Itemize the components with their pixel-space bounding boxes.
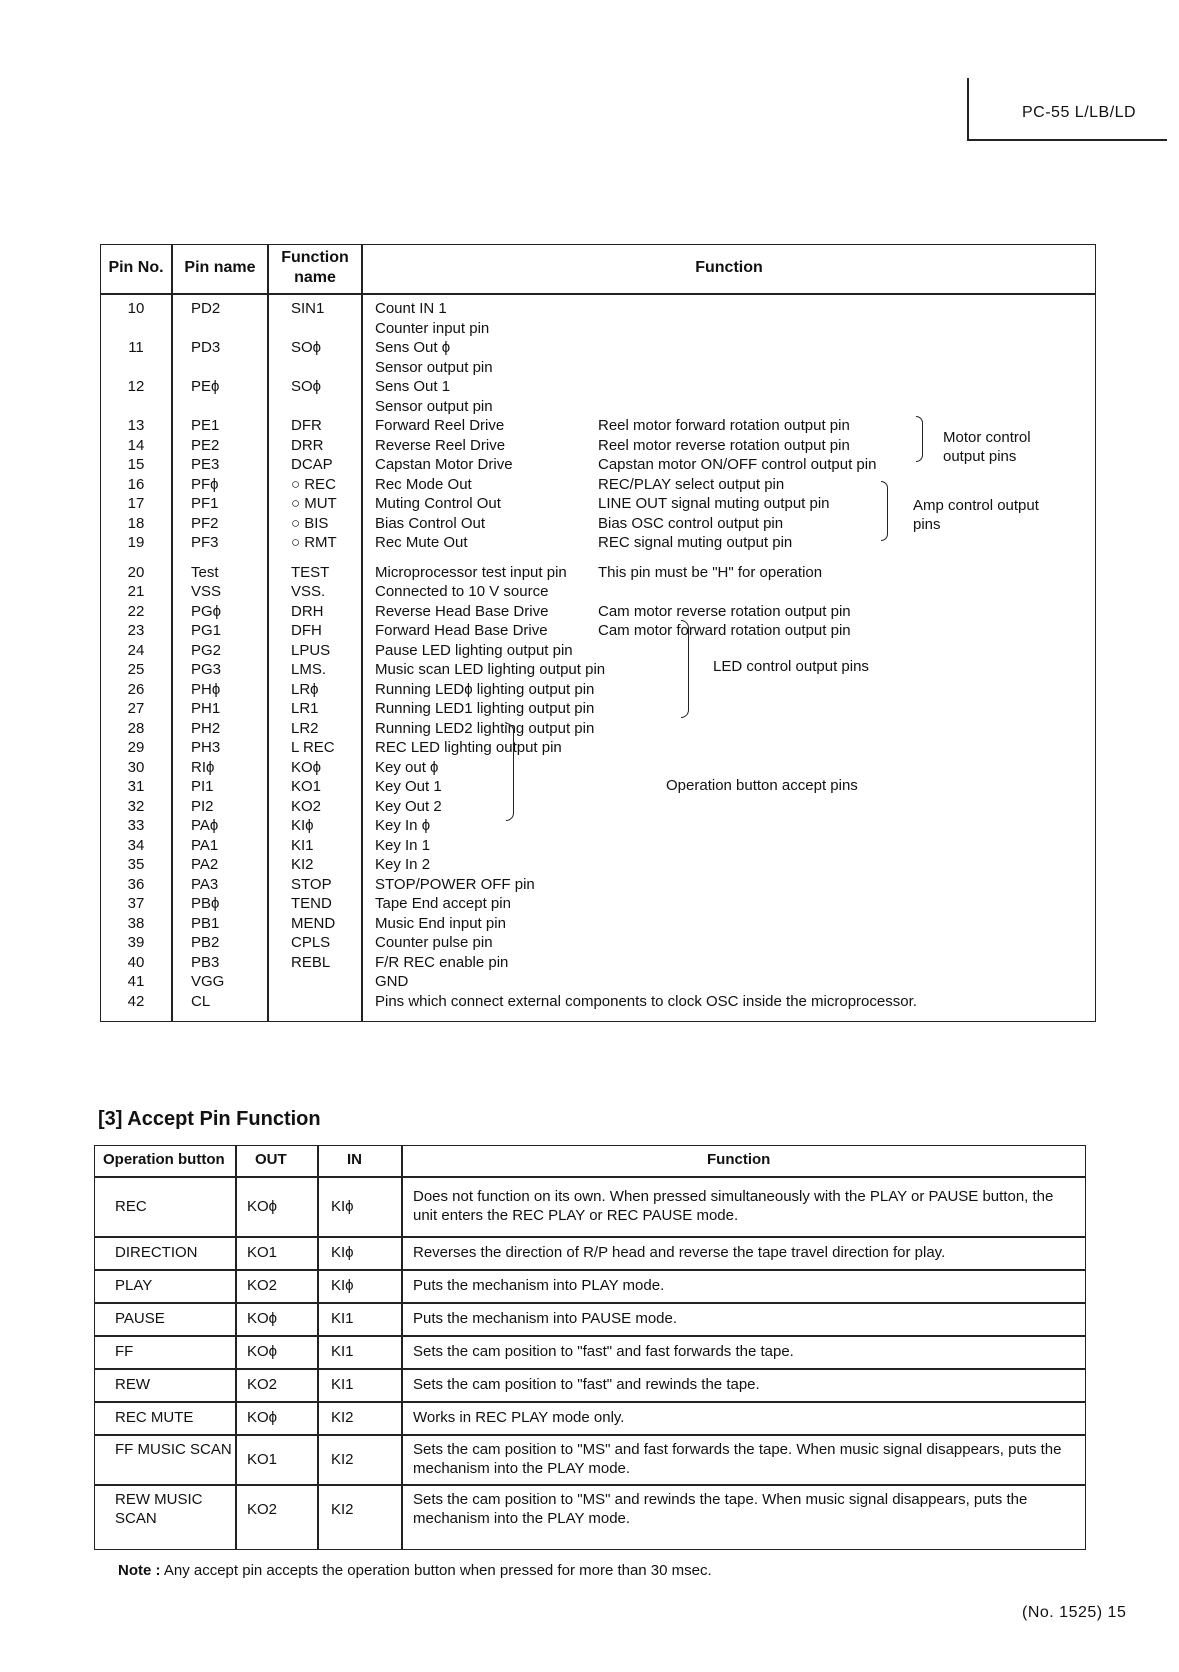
function-name: ○ REC — [291, 475, 336, 493]
function-description: Counter input pin — [375, 319, 490, 337]
pin-name: PGϕ — [191, 602, 222, 620]
function-description: Key Out 1 — [375, 778, 442, 795]
pin-row — [101, 602, 1095, 621]
function-name: SIN1 — [291, 300, 325, 317]
function-description: Key In 2 — [375, 856, 431, 873]
function-name: ○ BIS — [291, 514, 329, 532]
function-description: Sensor output pin — [375, 397, 493, 415]
row-divider — [95, 1434, 1085, 1436]
operation-button-name: FF MUSIC SCAN — [115, 1441, 232, 1458]
pin-row — [101, 953, 1095, 972]
button-function: Works in REC PLAY mode only. — [413, 1409, 625, 1426]
function-description: GND — [375, 973, 409, 990]
function-name: DCAP — [291, 456, 333, 473]
function-description: Pause LED lighting output pin — [375, 641, 573, 659]
operation-button-name: FF — [115, 1343, 134, 1360]
pin-number: 19 — [127, 534, 145, 551]
pin-number: 40 — [127, 953, 145, 971]
pin-number: 31 — [127, 778, 145, 795]
function-description: Muting Control Out — [375, 495, 501, 512]
accept-row — [95, 1236, 1085, 1269]
pin-name: PAϕ — [191, 817, 219, 834]
function-description: Key Out 2 — [375, 797, 442, 815]
led-group-label: LED control output pins — [713, 658, 869, 675]
pin-name: PH1 — [191, 700, 221, 717]
pin-row — [101, 621, 1095, 640]
header-pin-no: Pin No. — [108, 259, 164, 276]
pin-number: 10 — [127, 300, 145, 317]
pin-name: PD2 — [191, 300, 221, 317]
accept-row — [95, 1176, 1085, 1236]
header-function: Function — [707, 1151, 771, 1168]
pin-number: 29 — [127, 739, 145, 756]
pin-name: PG1 — [191, 622, 222, 639]
out-pin: KOϕ — [247, 1197, 278, 1215]
function-name: LR1 — [291, 700, 319, 717]
button-group-label: Operation button accept pins — [666, 777, 858, 794]
pin-row — [101, 397, 1095, 416]
function-description: Running LEDϕ lighting output pin — [375, 680, 595, 698]
function-detail: LINE OUT signal muting output pin — [598, 495, 830, 512]
header-rule-vertical — [967, 78, 969, 141]
pin-number: 23 — [127, 622, 145, 639]
pin-row — [101, 475, 1095, 494]
pin-name: PG3 — [191, 661, 222, 678]
pin-row — [101, 758, 1095, 777]
section-title: [3] Accept Pin Function — [98, 1108, 321, 1130]
button-function: Sets the cam position to "fast" and fast forwards the tape. — [413, 1343, 794, 1360]
button-function: Sets the cam position to "fast" and rewinds the tape. — [413, 1376, 760, 1393]
function-description: Key In ϕ — [375, 817, 431, 834]
pin-row — [101, 797, 1095, 816]
pin-row — [101, 660, 1095, 679]
row-divider — [95, 1176, 1085, 1178]
accept-row — [95, 1335, 1085, 1368]
amp-group-label-line2: pins — [913, 516, 941, 533]
pin-row — [101, 680, 1095, 699]
button-function: Puts the mechanism into PAUSE mode. — [413, 1310, 678, 1327]
pin-number: 42 — [127, 992, 145, 1010]
function-description: Bias Control Out — [375, 514, 486, 532]
pin-row — [101, 563, 1095, 582]
pin-function-table — [100, 244, 1096, 1022]
function-detail: REC/PLAY select output pin — [598, 475, 785, 493]
pin-number: 11 — [128, 339, 144, 356]
header-function-name-line2: name — [294, 269, 336, 286]
in-pin: KIϕ — [331, 1244, 354, 1261]
function-name: SOϕ — [291, 378, 322, 395]
pin-row — [101, 933, 1095, 952]
function-description: Pins which connect external components to clock OSC inside the microprocessor. — [375, 992, 917, 1010]
pin-number: 34 — [127, 836, 145, 854]
pin-number: 18 — [127, 514, 145, 532]
function-description: Count IN 1 — [375, 300, 447, 317]
pin-number: 41 — [127, 973, 145, 990]
pin-name: PA2 — [191, 856, 219, 873]
function-description: Reverse Head Base Drive — [375, 602, 549, 620]
operation-button-name: DIRECTION — [115, 1244, 198, 1261]
header-out: OUT — [255, 1151, 287, 1168]
accept-row — [95, 1401, 1085, 1434]
button-function: Does not function on its own. When pressed simultaneously with the PLAY or PAUSE button, the unit enters the REC PLAY or REC PAUSE mode. — [413, 1188, 1054, 1224]
pin-name: PFϕ — [191, 475, 219, 493]
out-pin: KOϕ — [247, 1310, 278, 1327]
function-description: Running LED1 lighting output pin — [375, 700, 595, 717]
pin-row — [101, 875, 1095, 894]
function-name: DFR — [291, 417, 322, 434]
in-pin: KIϕ — [331, 1197, 354, 1215]
button-function: Sets the cam position to "MS" and fast forwards the tape. When music signal disappears, puts the mechanism into the PLAY mode. — [413, 1441, 1062, 1477]
function-name: KO1 — [291, 778, 322, 795]
motor-group-brace — [916, 416, 923, 462]
operation-button-name: REC — [115, 1197, 147, 1215]
in-pin: KI2 — [331, 1450, 354, 1468]
pin-number: 27 — [127, 700, 145, 717]
function-description: Reverse Reel Drive — [375, 436, 506, 454]
pin-number: 36 — [127, 875, 145, 893]
pin-row — [101, 719, 1095, 738]
header-divider — [101, 293, 1095, 295]
function-detail: Reel motor reverse rotation output pin — [598, 436, 850, 454]
in-pin: KI2 — [331, 1409, 354, 1426]
out-pin: KO1 — [247, 1244, 278, 1261]
pin-row — [101, 777, 1095, 796]
pin-row — [101, 299, 1095, 318]
pin-number: 33 — [127, 817, 145, 834]
button-function: Sets the cam position to "MS" and rewinds the tape. When music signal disappears, puts the mechanism into the PLAY mode. — [413, 1491, 1028, 1527]
function-name: LPUS — [291, 641, 331, 659]
row-divider — [95, 1335, 1085, 1337]
accept-row — [95, 1368, 1085, 1401]
function-name: KO2 — [291, 797, 322, 815]
pin-row — [101, 319, 1095, 338]
operation-button-name: PLAY — [115, 1277, 153, 1294]
pin-row — [101, 582, 1095, 601]
in-pin: KI2 — [331, 1500, 354, 1518]
function-detail: Cam motor reverse rotation output pin — [598, 602, 851, 620]
function-name: TEST — [291, 563, 330, 581]
function-name: KI1 — [291, 836, 314, 854]
operation-button-name: REW MUSIC SCAN — [115, 1491, 203, 1527]
row-divider — [95, 1484, 1085, 1486]
pin-number: 38 — [127, 914, 145, 932]
function-description: Tape End accept pin — [375, 895, 511, 912]
row-divider — [95, 1236, 1085, 1238]
accept-row — [95, 1484, 1085, 1534]
pin-number: 13 — [127, 417, 145, 434]
pin-row — [101, 914, 1095, 933]
row-divider — [95, 1302, 1085, 1304]
pin-name: PE1 — [191, 417, 220, 434]
header-in: IN — [347, 1151, 362, 1168]
function-name: CPLS — [291, 934, 331, 951]
pin-name: Test — [191, 563, 219, 581]
function-description: Counter pulse pin — [375, 934, 493, 951]
in-pin: KI1 — [331, 1343, 354, 1360]
function-name: DRR — [291, 436, 324, 454]
page-footer: (No. 1525) 15 — [1022, 1604, 1127, 1621]
function-name: REBL — [291, 953, 331, 971]
pin-name: PD3 — [191, 339, 221, 356]
pin-name: PA1 — [191, 836, 219, 854]
function-name: VSS. — [291, 583, 326, 600]
pin-row — [101, 992, 1095, 1011]
function-description: Microprocessor test input pin — [375, 563, 567, 581]
row-divider — [95, 1401, 1085, 1403]
pin-row — [101, 377, 1095, 396]
function-description: Rec Mode Out — [375, 475, 472, 493]
pin-name: PEϕ — [191, 378, 220, 395]
out-pin: KO2 — [247, 1500, 278, 1518]
function-name: ○ RMT — [291, 534, 337, 551]
function-description: Running LED2 lighting output pin — [375, 719, 595, 737]
note-text: Any accept pin accepts the operation button when pressed for more than 30 msec. — [163, 1562, 712, 1579]
function-description: Capstan Motor Drive — [375, 456, 513, 473]
pin-name: RIϕ — [191, 758, 215, 776]
function-description: Key In 1 — [375, 836, 431, 854]
function-description: Rec Mute Out — [375, 534, 468, 551]
pin-row — [101, 894, 1095, 913]
header-function: Function — [695, 259, 763, 276]
pin-name: PF3 — [191, 534, 219, 551]
pin-name: VSS — [191, 583, 222, 600]
accept-row — [95, 1434, 1085, 1484]
pin-number: 24 — [127, 641, 145, 659]
pin-name: PHϕ — [191, 680, 221, 698]
function-description: Forward Head Base Drive — [375, 622, 548, 639]
pin-name: PE2 — [191, 436, 220, 454]
header-rule-horizontal — [967, 139, 1167, 141]
pin-number: 22 — [127, 602, 145, 620]
function-name: KOϕ — [291, 758, 322, 776]
pin-name: PH2 — [191, 719, 221, 737]
out-pin: KO2 — [247, 1376, 278, 1393]
function-name: DRH — [291, 602, 324, 620]
pin-name: PI2 — [191, 797, 214, 815]
note-label: Note : — [118, 1562, 161, 1579]
pin-number: 39 — [127, 934, 145, 951]
pin-name: VGG — [191, 973, 225, 990]
pin-number: 16 — [127, 475, 145, 493]
note — [118, 1562, 712, 1579]
function-description: STOP/POWER OFF pin — [375, 875, 535, 893]
accept-row — [95, 1269, 1085, 1302]
model-number: PC-55 L/LB/LD — [1022, 104, 1137, 121]
pin-name: PG2 — [191, 641, 222, 659]
header-pin-name: Pin name — [184, 259, 256, 276]
function-name: L REC — [291, 739, 335, 756]
pin-row — [101, 855, 1095, 874]
row-divider — [95, 1368, 1085, 1370]
function-description: Sens Out 1 — [375, 378, 451, 395]
pin-number: 26 — [127, 680, 145, 698]
amp-group-brace — [881, 481, 888, 541]
pin-row — [101, 641, 1095, 660]
button-function: Puts the mechanism into PLAY mode. — [413, 1277, 665, 1294]
pin-name: PF2 — [191, 514, 219, 532]
pin-number: 15 — [127, 456, 145, 473]
pin-number: 32 — [127, 797, 145, 815]
function-description: Key out ϕ — [375, 758, 439, 776]
function-description: Forward Reel Drive — [375, 417, 505, 434]
accept-pin-table — [94, 1145, 1086, 1550]
pin-row — [101, 816, 1095, 835]
function-detail: REC signal muting output pin — [598, 534, 793, 551]
out-pin: KOϕ — [247, 1409, 278, 1426]
pin-name: PF1 — [191, 495, 219, 512]
accept-row — [95, 1302, 1085, 1335]
row-divider — [95, 1269, 1085, 1271]
out-pin: KOϕ — [247, 1343, 278, 1360]
pin-name: PB3 — [191, 953, 220, 971]
header-operation-button: Operation button — [103, 1151, 225, 1168]
function-description: REC LED lighting output pin — [375, 739, 562, 756]
pin-name: PE3 — [191, 456, 220, 473]
pin-name: PA3 — [191, 875, 219, 893]
pin-row — [101, 836, 1095, 855]
button-function: Reverses the direction of R/P head and reverse the tape travel direction for play. — [413, 1244, 946, 1261]
function-detail: Cam motor forward rotation output pin — [598, 622, 851, 639]
pin-row — [101, 358, 1095, 377]
led-group-brace — [681, 620, 689, 718]
function-description: F/R REC enable pin — [375, 953, 509, 971]
function-description: Sensor output pin — [375, 358, 493, 376]
function-detail: Reel motor forward rotation output pin — [598, 417, 850, 434]
in-pin: KIϕ — [331, 1277, 354, 1294]
operation-button-name: PAUSE — [115, 1310, 165, 1327]
function-name: TEND — [291, 895, 332, 912]
pin-number: 35 — [127, 856, 145, 873]
pin-name: PB2 — [191, 934, 220, 951]
amp-group-label-line1: Amp control output — [913, 497, 1039, 514]
function-name: LRϕ — [291, 680, 319, 698]
in-pin: KI1 — [331, 1310, 354, 1327]
function-name: LR2 — [291, 719, 319, 737]
function-name: SOϕ — [291, 339, 322, 356]
function-name: STOP — [291, 875, 332, 893]
pin-row — [101, 699, 1095, 718]
out-pin: KO2 — [247, 1277, 278, 1294]
function-detail: This pin must be "H" for operation — [598, 563, 823, 581]
pin-number: 30 — [127, 758, 145, 776]
function-name: DFH — [291, 622, 322, 639]
function-detail: Capstan motor ON/OFF control output pin — [598, 456, 877, 473]
operation-button-name: REC MUTE — [115, 1409, 194, 1426]
function-name: KI2 — [291, 856, 314, 873]
function-description: Sens Out ϕ — [375, 339, 451, 356]
pin-number: 12 — [127, 378, 145, 395]
pin-row — [101, 738, 1095, 757]
pin-row — [101, 338, 1095, 357]
function-description: Music End input pin — [375, 914, 506, 932]
function-name: ○ MUT — [291, 495, 337, 512]
pin-row — [101, 514, 1095, 533]
pin-row — [101, 972, 1095, 991]
pin-name: PBϕ — [191, 895, 220, 912]
pin-number: 28 — [127, 719, 145, 737]
motor-group-label-line2: output pins — [943, 448, 1017, 465]
function-name: KIϕ — [291, 817, 314, 834]
out-pin: KO1 — [247, 1450, 278, 1468]
function-detail: Bias OSC control output pin — [598, 514, 784, 532]
function-description: Connected to 10 V source — [375, 583, 549, 600]
pin-row — [101, 533, 1095, 552]
pin-name: PH3 — [191, 739, 221, 756]
function-name: MEND — [291, 914, 336, 932]
function-name: LMS. — [291, 661, 327, 678]
button-group-brace — [506, 723, 514, 821]
pin-number: 20 — [127, 563, 145, 581]
function-description: Music scan LED lighting output pin — [375, 661, 606, 678]
pin-number: 25 — [127, 661, 145, 678]
header-function-name-line1: Function — [281, 249, 349, 266]
pin-number: 21 — [127, 583, 145, 600]
pin-name: CL — [191, 992, 211, 1010]
in-pin: KI1 — [331, 1376, 354, 1393]
pin-name: PB1 — [191, 914, 220, 932]
pin-name: PI1 — [191, 778, 214, 795]
pin-number: 17 — [127, 495, 145, 512]
operation-button-name: REW — [115, 1376, 150, 1393]
motor-group-label-line1: Motor control — [943, 429, 1031, 446]
pin-number: 37 — [127, 895, 145, 912]
pin-number: 14 — [127, 436, 145, 454]
